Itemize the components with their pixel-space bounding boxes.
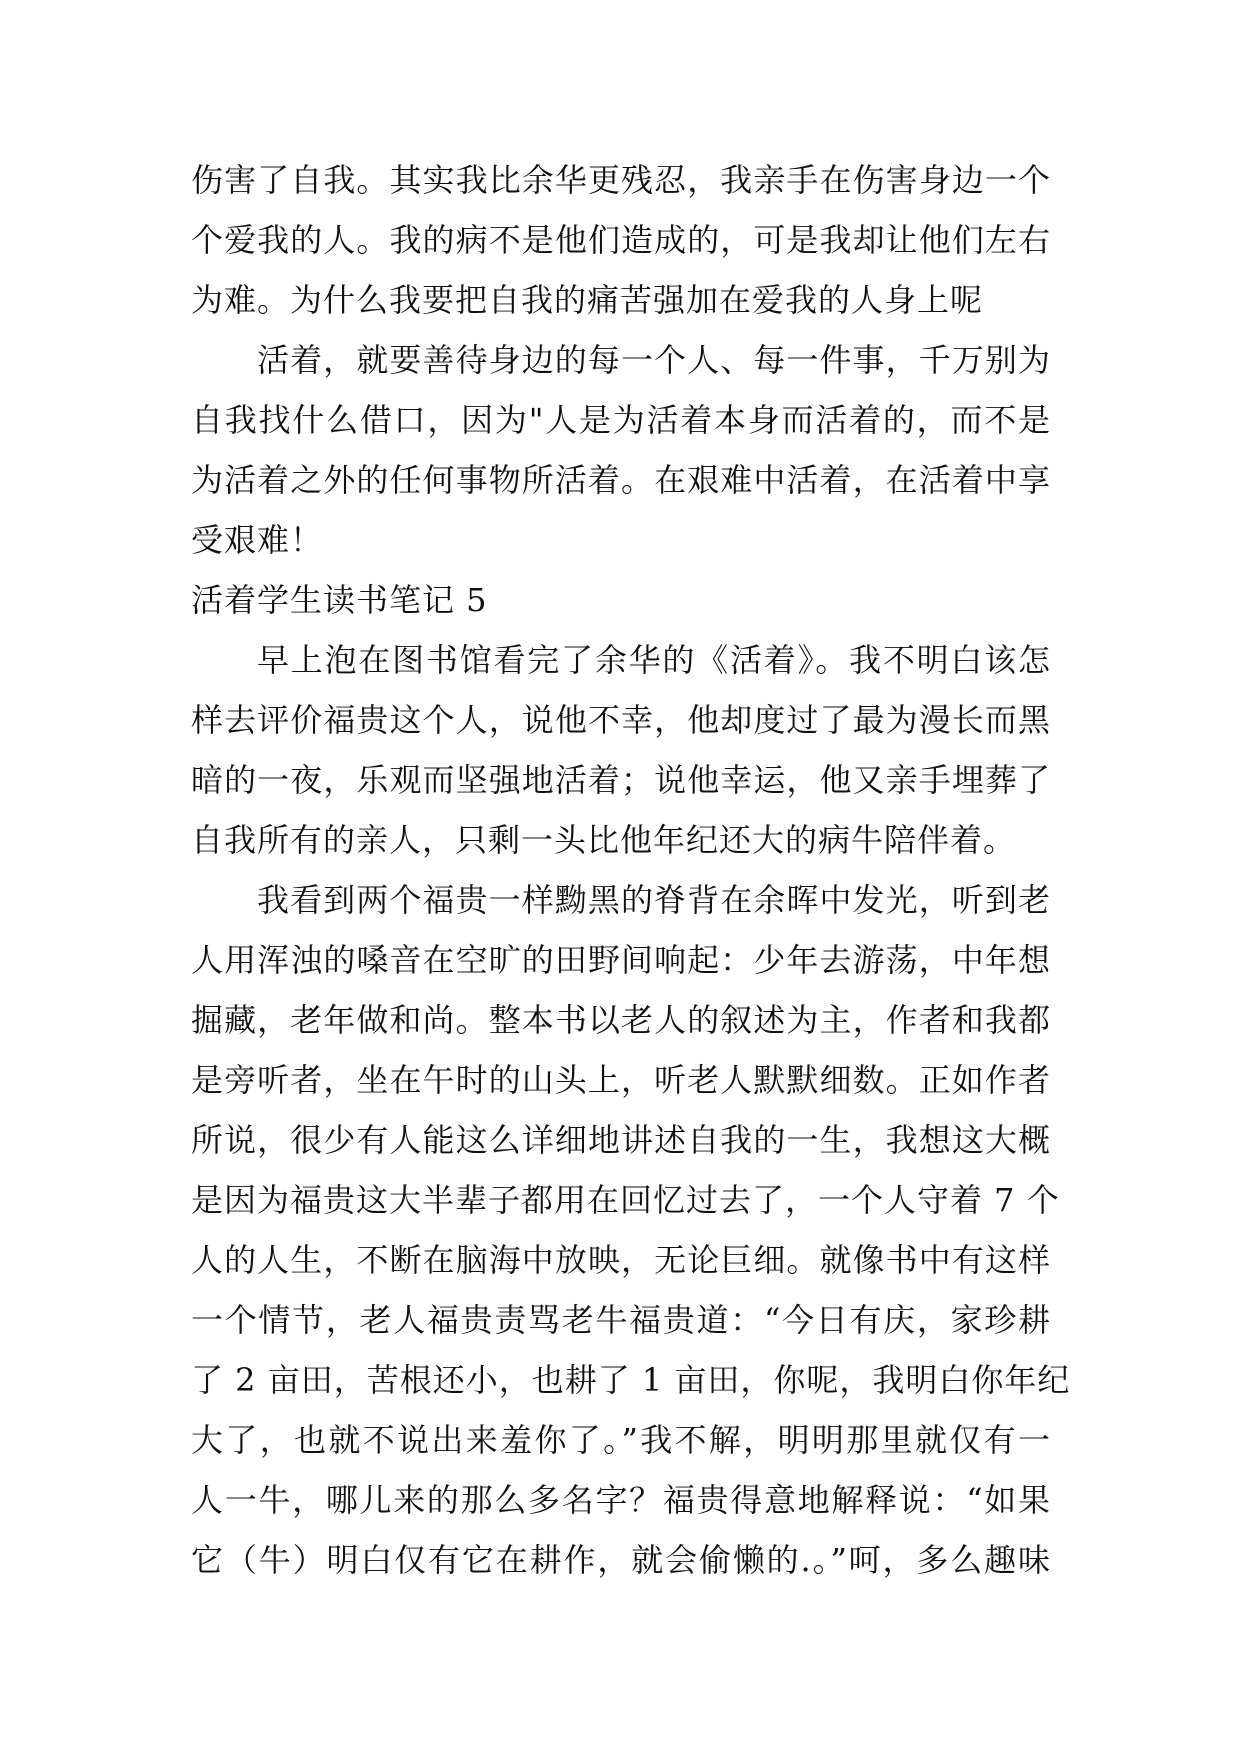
text-line: 样去评价福贵这个人，说他不幸，他却度过了最为漫长而黑 [191, 701, 1051, 739]
document-body [191, 150, 1071, 1590]
paragraph-3 [191, 630, 1051, 870]
paragraph-4 [191, 870, 1071, 1590]
paragraph-1 [191, 150, 1051, 330]
text-line: 活着，就要善待身边的每一个人、每一件事，千万别为 [257, 341, 1051, 379]
text-line: 所说，很少有人能这么详细地讲述自我的一生，我想这大概 [191, 1121, 1051, 1159]
text-line: 个爱我的人。我的病不是他们造成的，可是我却让他们左右 [191, 221, 1051, 259]
text-line: 一个情节，老人福贵责骂老牛福贵道：“今日有庆，家珍耕 [191, 1301, 1051, 1339]
text-line: 它（牛）明白仅有它在耕作，就会偷懒的.。”呵，多么趣味 [191, 1541, 1051, 1579]
text-line: 是旁听者，坐在午时的山头上，听老人默默细数。正如作者 [191, 1061, 1051, 1099]
paragraph-2 [191, 330, 1051, 570]
text-line: 伤害了自我。其实我比余华更残忍，我亲手在伤害身边一个 [191, 161, 1051, 199]
text-line: 早上泡在图书馆看完了余华的《活着》。我不明白该怎 [257, 641, 1051, 679]
text-line: 受艰难！ [191, 521, 324, 559]
text-line: 人用浑浊的嗓音在空旷的田野间响起：少年去游荡，中年想 [191, 941, 1051, 979]
text-line: 了 2 亩田，苦根还小，也耕了 1 亩田，你呢，我明白你年纪 [191, 1361, 1071, 1399]
section-heading: 活着学生读书笔记 5 [191, 581, 488, 619]
text-line: 自我所有的亲人，只剩一头比他年纪还大的病牛陪伴着。 [191, 821, 1017, 859]
text-line: 是因为福贵这大半辈子都用在回忆过去了，一个人守着 7 个 [191, 1181, 1060, 1219]
text-line: 人的人生，不断在脑海中放映，无论巨细。就像书中有这样 [191, 1241, 1051, 1279]
text-line: 为活着之外的任何事物所活着。在艰难中活着，在活着中享 [191, 461, 1051, 499]
text-line: 自我找什么借口，因为"人是为活着本身而活着的，而不是 [191, 401, 1051, 439]
text-line: 掘藏，老年做和尚。整本书以老人的叙述为主，作者和我都 [191, 1001, 1051, 1039]
text-line: 为难。为什么我要把自我的痛苦强加在爱我的人身上呢 [191, 281, 984, 319]
text-line: 暗的一夜，乐观而坚强地活着；说他幸运，他又亲手埋葬了 [191, 761, 1051, 799]
text-line: 我看到两个福贵一样黝黑的脊背在余晖中发光，听到老 [257, 881, 1051, 919]
text-line: 大了，也就不说出来羞你了。”我不解，明明那里就仅有一 [191, 1421, 1051, 1459]
text-line: 人一牛，哪儿来的那么多名字？福贵得意地解释说：“如果 [191, 1481, 1051, 1519]
